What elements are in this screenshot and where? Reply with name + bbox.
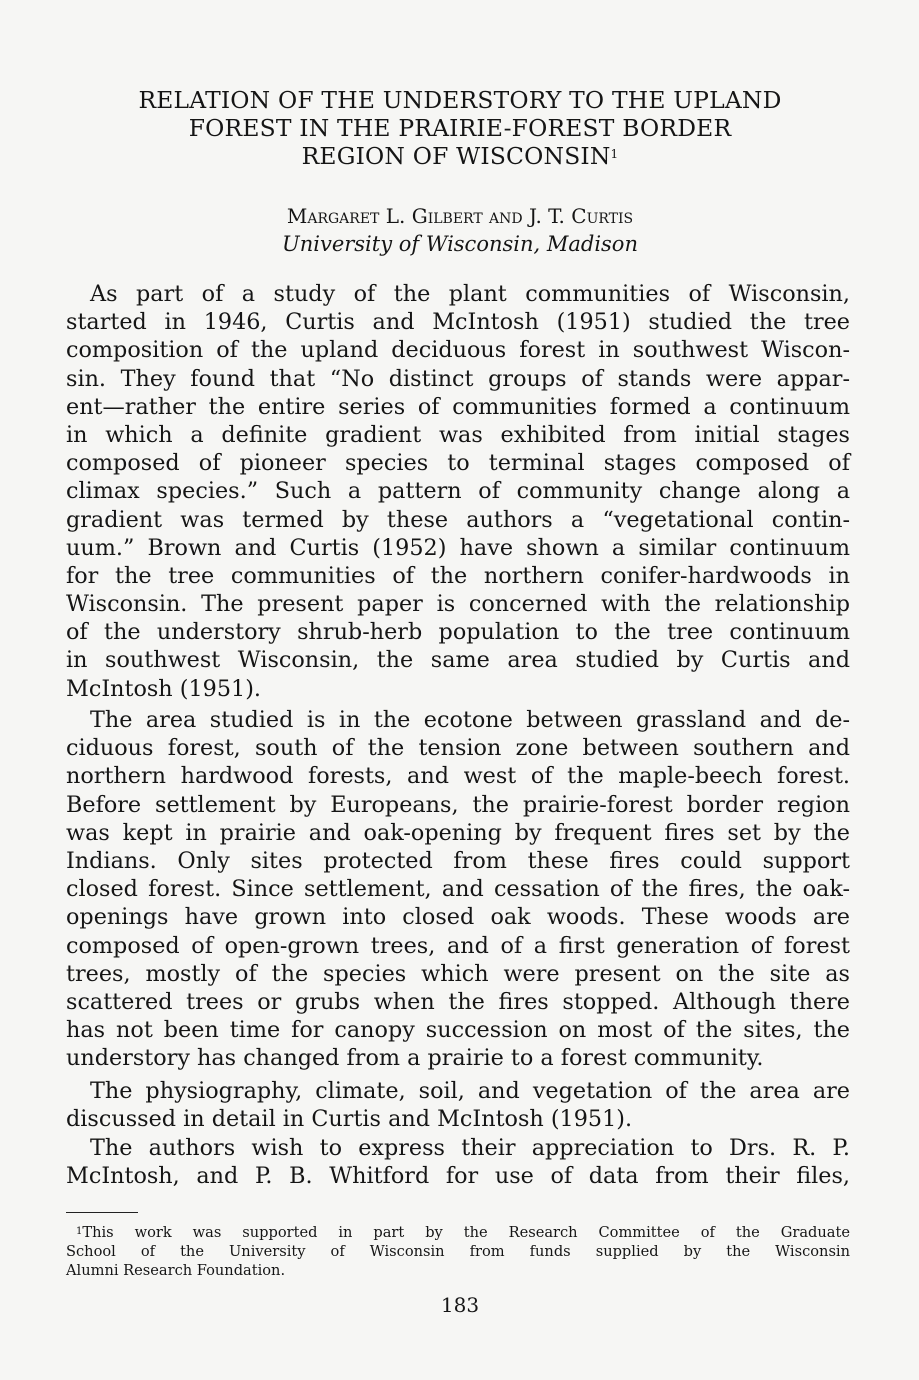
footnote-line: School of the University of Wisconsin from funds supplied by the Wisconsin [66,1243,850,1260]
text-line: McIntosh, and P. B. Whitford for use of data from their files, [66,1163,850,1190]
paragraph-4 [66,1134,850,1190]
text-line: in southwest Wisconsin, the same area studied by Curtis and [66,647,850,674]
text-line: has not been time for canopy succession on most of the sites, the [66,1017,850,1044]
text-line: McIntosh (1951). [66,675,261,702]
text-line: composed of pioneer species to terminal stages composed of [66,450,850,477]
text-line: As part of a study of the plant communities of Wisconsin, [90,281,850,307]
article-title [60,86,860,170]
footnote [66,1223,850,1280]
text-line: closed forest. Since settlement, and cessation of the fires, the oak- [66,876,850,903]
text-line: The authors wish to express their appreciation to Drs. R. P. [90,1135,850,1161]
title-footnote-marker[interactable]: 1 [610,147,619,161]
text-line: The physiography, climate, soil, and vegetation of the area are [90,1078,850,1104]
text-line: was kept in prairie and oak-opening by frequent fires set by the [66,819,850,846]
footnote-text: This work was supported in part by the Research Committee of the Graduate [82,1224,850,1241]
authors: Margaret L. Gilbert and J. T. Curtis [286,204,634,228]
title-line [60,142,860,170]
text-line: scattered trees or grubs when the fires stopped. Although there [66,988,850,1015]
text-line: of the understory shrub-herb population to the tree continuum [66,619,850,646]
text-line: ciduous forest, south of the tension zone between southern and [66,735,850,762]
text-line: composed of open-grown trees, and of a first generation of forest [66,932,850,959]
text-line: openings have grown into closed oak woods. These woods are [66,904,850,931]
text-line: Wisconsin. The present paper is concerned with the relationship [66,591,850,618]
text-line: started in 1946, Curtis and McIntosh (1951) studied the tree [66,309,850,336]
title-line-text: REGION OF WISCONSIN [301,142,611,170]
text-line: trees, mostly of the species which were present on the site as [66,960,850,987]
footnote-line: Alumni Research Foundation. [66,1262,286,1279]
title-line: FOREST IN THE PRAIRIE-FOREST BORDER [188,114,732,142]
text-line: climax species.” Such a pattern of community change along a [66,478,850,505]
title-line: RELATION OF THE UNDERSTORY TO THE UPLAND [138,86,782,114]
text-line: ent—rather the entire series of communities formed a continuum [66,393,850,420]
footnote-marker: 1 [76,1226,83,1237]
text-line: Indians. Only sites protected from these fires could support [66,847,850,874]
text-line: for the tree communities of the northern conifer-hardwoods in [66,562,850,589]
text-line: gradient was termed by these authors a “vegetational contin- [66,506,850,533]
text-line: northern hardwood forests, and west of the maple-beech forest. [66,763,850,790]
paragraph-2 [66,706,850,1072]
text-line: The area studied is in the ecotone between grassland and de- [90,707,850,733]
text-line: understory has changed from a prairie to a forest community. [66,1045,764,1072]
paragraph-1 [66,280,850,703]
paragraph-3 [66,1077,850,1133]
footnote-line [66,1223,850,1242]
affiliation: University of Wisconsin, Madison [282,232,638,256]
text-line: uum.” Brown and Curtis (1952) have shown a similar continuum [66,534,850,561]
footnote-divider [66,1212,138,1213]
text-line: composition of the upland deciduous forest in southwest Wiscon- [66,337,850,364]
text-line: discussed in detail in Curtis and McIntosh (1951). [66,1106,633,1133]
page-number: 183 [440,1293,480,1317]
text-line: in which a definite gradient was exhibited from initial stages [66,421,850,448]
text-line: sin. They found that “No distinct groups of stands were appar- [66,365,850,392]
text-line: Before settlement by Europeans, the prairie-forest border region [66,791,850,818]
